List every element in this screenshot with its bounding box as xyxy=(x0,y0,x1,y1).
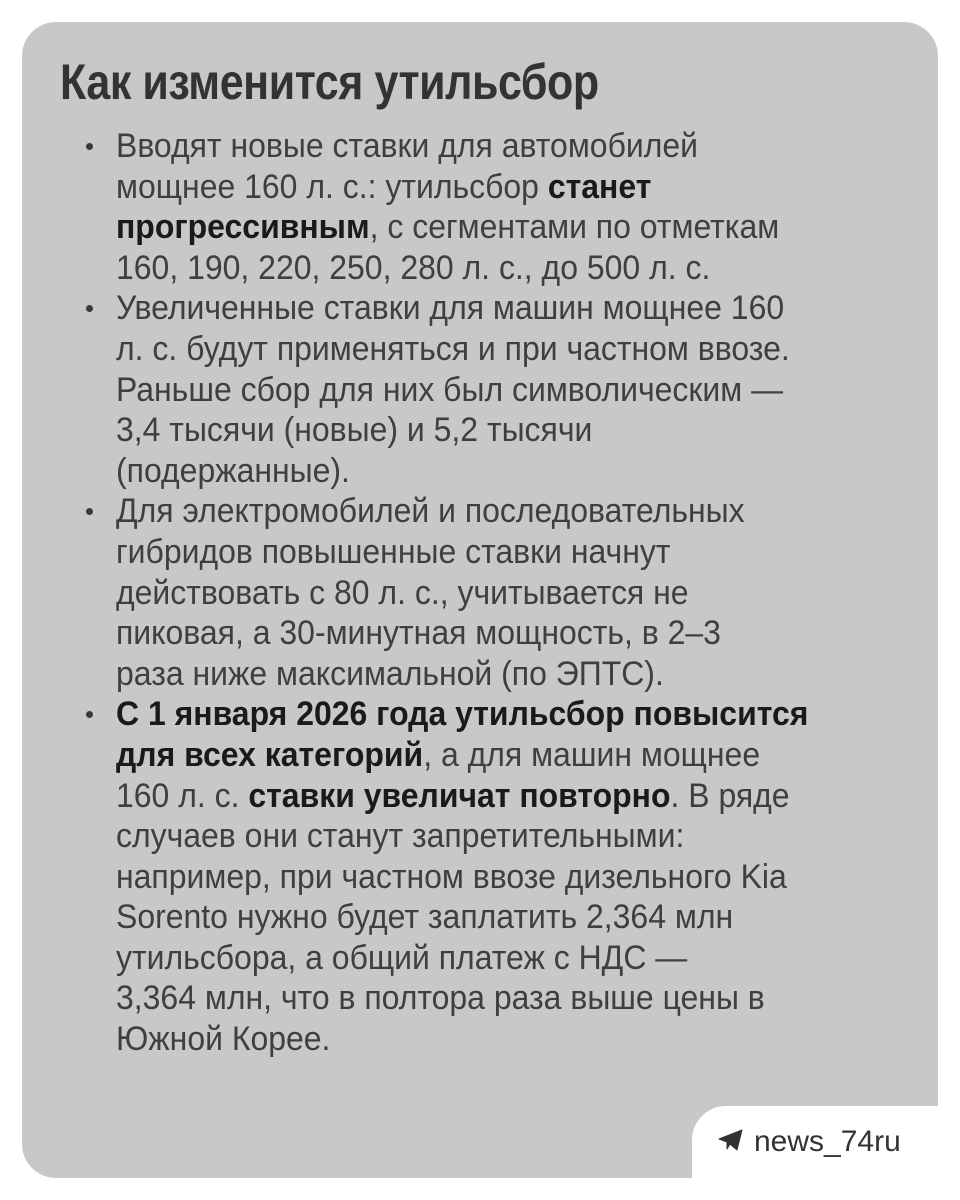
text-line xyxy=(116,370,868,411)
text-line xyxy=(116,816,868,857)
text-segment: действовать с 80 л. с., учитывается не xyxy=(116,573,689,612)
text-line xyxy=(116,410,868,451)
list-item xyxy=(116,126,916,288)
text-line xyxy=(116,288,868,329)
text-segment: 3,364 млн, что в полтора раза выше цены в xyxy=(116,979,765,1018)
text-segment: (подержанные). xyxy=(116,451,350,490)
bold-text: С 1 января 2026 года утильсбор повысится xyxy=(116,695,809,734)
text-line xyxy=(116,938,868,979)
text-segment: например, при частном ввозе дизельного Kia xyxy=(116,857,787,896)
text-segment: Увеличенные ставки для машин мощнее 160 xyxy=(116,289,785,328)
text-segment: л. с. будут применяться и при частном ввозе. xyxy=(116,329,790,368)
text-line xyxy=(116,491,868,532)
text-segment: 3,4 тысячи (новые) и 5,2 тысячи xyxy=(116,411,593,450)
bold-text: для всех категорий xyxy=(116,735,424,774)
text-line xyxy=(116,451,868,492)
text-line xyxy=(116,329,868,370)
text-segment: 160 л. с. xyxy=(116,776,249,815)
text-line xyxy=(116,897,868,938)
text-line xyxy=(116,1019,868,1060)
bullet-dot xyxy=(86,508,93,515)
info-card xyxy=(22,22,938,1178)
text-segment: мощнее 160 л. с.: утильсбор xyxy=(116,167,548,206)
credit-text: news_74ru xyxy=(754,1125,901,1158)
bullet-dot xyxy=(86,143,93,150)
text-segment: , с сегментами по отметкам xyxy=(369,208,780,247)
text-line xyxy=(116,776,868,817)
text-line xyxy=(116,694,868,735)
text-segment: Южной Корее. xyxy=(116,1020,331,1059)
text-segment: Для электромобилей и последовательных xyxy=(116,492,745,531)
bold-text: ставки увеличат повторно xyxy=(248,776,671,815)
text-segment: Раньше сбор для них был символическим — xyxy=(116,370,784,409)
text-line xyxy=(116,532,868,573)
list-item xyxy=(116,288,916,491)
text-segment: Вводят новые ставки для автомобилей xyxy=(116,127,699,165)
text-line xyxy=(116,167,868,208)
text-line xyxy=(116,248,868,289)
text-segment: 160, 190, 220, 250, 280 л. с., до 500 л. с. xyxy=(116,248,711,287)
text-line xyxy=(116,573,868,614)
telegram-icon xyxy=(718,1125,754,1159)
text-line xyxy=(116,207,868,248)
text-line xyxy=(116,654,868,695)
bullet-dot xyxy=(86,711,93,718)
text-segment: . В ряде xyxy=(670,776,790,815)
source-credit[interactable] xyxy=(718,1120,901,1164)
text-line xyxy=(116,978,868,1019)
list-item xyxy=(116,491,916,694)
text-segment: Sorento нужно будет заплатить 2,364 млн xyxy=(116,898,734,937)
text-segment: случаев они станут запретительными: xyxy=(116,817,685,856)
card-title: Как изменится утильсбор xyxy=(60,54,599,110)
bold-text: станет xyxy=(547,167,652,206)
text-line xyxy=(116,735,868,776)
text-line xyxy=(116,857,868,898)
text-segment: утильсбора, а общий платеж с НДС — xyxy=(116,938,688,977)
text-segment: , а для машин мощнее xyxy=(423,735,761,774)
list-item xyxy=(116,694,916,1059)
text-segment: гибридов повышенные ставки начнут xyxy=(116,532,671,571)
text-line xyxy=(116,613,868,654)
bold-text: прогрессивным xyxy=(116,208,370,247)
bullet-dot xyxy=(86,305,93,312)
text-segment: пиковая, а 30-минутная мощность, в 2–3 xyxy=(116,614,721,653)
text-line xyxy=(116,126,868,167)
text-segment: раза ниже максимальной (по ЭПТС). xyxy=(116,654,664,693)
bullet-list xyxy=(116,126,916,1060)
